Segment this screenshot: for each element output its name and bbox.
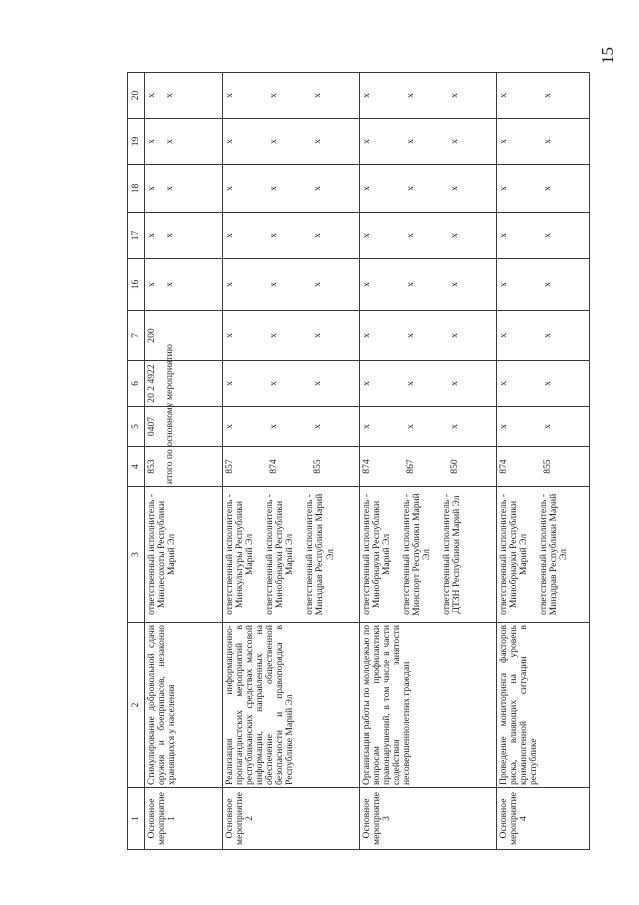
measure-name: Основное мероприятие 1	[145, 788, 223, 850]
value-cell	[145, 119, 223, 165]
executor-text: ответственный исполнитель - Минобрнауки Республики Марий Эл	[498, 494, 530, 615]
code-cell	[497, 447, 590, 487]
cell-value: х	[361, 333, 372, 338]
total-label: итого по основному мероприятию	[164, 344, 175, 484]
header-row	[128, 73, 145, 850]
cell-value: х	[224, 233, 235, 238]
code-value: 855	[542, 459, 553, 474]
cell-value: х	[164, 93, 175, 98]
cell-value: х	[542, 381, 553, 386]
table-row	[223, 73, 360, 850]
cell-value: х	[498, 333, 509, 338]
cell-value: х	[542, 282, 553, 287]
table-row	[145, 73, 223, 850]
executor-text: ответственный исполнитель - Минздрав Республики Марий Эл	[538, 493, 570, 616]
value-cell	[223, 73, 360, 119]
executor-cell	[497, 487, 590, 623]
value-cell	[223, 407, 360, 447]
cell-value: х	[361, 381, 372, 386]
cell-value: х	[312, 381, 323, 386]
cell-value: х	[146, 282, 157, 287]
value-cell	[497, 311, 590, 361]
value-cell	[497, 165, 590, 213]
cell-value: х	[312, 93, 323, 98]
cell-value: х	[224, 424, 235, 429]
cell-value: х	[449, 93, 460, 98]
measure-name: Основное мероприятие 2	[223, 788, 360, 850]
col-header: 4	[128, 447, 145, 487]
code-value: 850	[449, 459, 460, 474]
code-value: 867	[405, 459, 416, 474]
col-header: 17	[128, 213, 145, 259]
cell-value: х	[268, 233, 279, 238]
cell-value: х	[498, 381, 509, 386]
cell-value: х	[146, 186, 157, 191]
cell-value: х	[224, 333, 235, 338]
cell-value: х	[405, 381, 416, 386]
cell-value: х	[498, 186, 509, 191]
executor-text: ответственный исполнитель - Минлесохоты Республики Марий Эл	[146, 494, 178, 615]
measure-description: Стимулирование добровольной сдачи оружия и боеприпасов, незаконно хранящихся у населения	[145, 623, 223, 788]
executor-text: ответственный исполнитель - Минспорт Республики Марий Эл	[401, 493, 433, 616]
value-cell	[497, 407, 590, 447]
page-number: 15	[598, 47, 617, 64]
col-header: 3	[128, 487, 145, 623]
value-cell	[223, 119, 360, 165]
table-row	[497, 73, 590, 850]
cell-value: х	[405, 186, 416, 191]
code-cell	[223, 447, 360, 487]
value-cell	[145, 165, 223, 213]
cell-value: х	[542, 333, 553, 338]
value-cell	[145, 311, 223, 361]
value-cell	[223, 165, 360, 213]
cell-value: х	[224, 282, 235, 287]
cell-value: х	[498, 282, 509, 287]
col-header: 2	[128, 623, 145, 788]
col-header: 19	[128, 119, 145, 165]
cell-value: х	[268, 424, 279, 429]
cell-value: х	[405, 282, 416, 287]
cell-value: х	[224, 186, 235, 191]
code-value: 874	[361, 459, 372, 474]
value-cell	[223, 361, 360, 407]
cell-value: х	[542, 424, 553, 429]
cell-value: х	[542, 93, 553, 98]
cell-value: 200	[146, 328, 157, 343]
value-cell	[223, 311, 360, 361]
cell-value: 20 2 4922	[146, 364, 157, 403]
value-cell	[497, 73, 590, 119]
cell-value: х	[224, 93, 235, 98]
cell-value: х	[268, 139, 279, 144]
value-cell	[360, 119, 497, 165]
value-cell	[145, 407, 223, 447]
value-cell	[497, 119, 590, 165]
value-cell	[360, 361, 497, 407]
measure-name: Основное мероприятие 4	[497, 788, 590, 850]
cell-value: х	[268, 282, 279, 287]
value-cell	[223, 213, 360, 259]
cell-value: 0407	[146, 416, 157, 437]
cell-value: х	[361, 93, 372, 98]
value-cell	[360, 407, 497, 447]
executor-text: ответственный исполнитель - Минздрав Республики Марий Эл	[304, 493, 336, 616]
cell-value: х	[405, 93, 416, 98]
table-row	[360, 73, 497, 850]
code-value: 855	[312, 459, 323, 474]
cell-value: х	[449, 139, 460, 144]
cell-value: х	[405, 424, 416, 429]
cell-value: х	[449, 233, 460, 238]
executor-cell	[360, 487, 497, 623]
value-cell	[145, 259, 223, 311]
code-value: 874	[268, 459, 279, 474]
code-value: 874	[498, 459, 509, 474]
value-cell	[360, 165, 497, 213]
cell-value: х	[449, 282, 460, 287]
col-header: 18	[128, 165, 145, 213]
col-header: 1	[128, 788, 145, 850]
col-header: 20	[128, 73, 145, 119]
value-cell	[497, 213, 590, 259]
col-header: 16	[128, 259, 145, 311]
measure-description: Реализация информационно-пропагандистских мероприятий в республиканских средствах массовой информации, направленных на обеспечение общественной безопасности и правопорядка в Республике Марий Эл	[223, 623, 360, 788]
executor-cell	[145, 487, 223, 623]
cell-value: х	[498, 139, 509, 144]
code-cell	[360, 447, 497, 487]
cell-value: х	[164, 186, 175, 191]
cell-value: х	[164, 282, 175, 287]
cell-value: х	[449, 186, 460, 191]
cell-value: х	[268, 381, 279, 386]
cell-value: х	[498, 424, 509, 429]
cell-value: х	[164, 233, 175, 238]
code-value: 857	[224, 459, 235, 474]
cell-value: х	[361, 233, 372, 238]
cell-value: х	[405, 233, 416, 238]
value-cell	[360, 259, 497, 311]
value-cell	[497, 259, 590, 311]
value-cell	[360, 213, 497, 259]
cell-value: х	[224, 139, 235, 144]
executor-text: ответственный исполнитель - Минобрнауки Республики Марий Эл	[264, 494, 296, 615]
cell-value: х	[405, 139, 416, 144]
value-cell	[360, 311, 497, 361]
cell-value: х	[224, 381, 235, 386]
cell-value: х	[405, 333, 416, 338]
cell-value: х	[498, 233, 509, 238]
program-table	[127, 72, 590, 850]
cell-value: х	[449, 424, 460, 429]
cell-value: х	[312, 333, 323, 338]
cell-value: х	[361, 282, 372, 287]
col-header: 6	[128, 361, 145, 407]
cell-value: х	[542, 139, 553, 144]
cell-value: х	[268, 93, 279, 98]
cell-value: х	[361, 424, 372, 429]
executor-text: ответственный исполнитель - Минкультуры Республики Марий Эл	[224, 494, 256, 615]
cell-value: х	[449, 381, 460, 386]
value-cell	[145, 361, 223, 407]
value-cell	[360, 73, 497, 119]
measure-description: Организация работы по молодежью по вопросам профилактики правонарушений, в том числе в части содействия занятости несовершеннолетних граждан	[360, 623, 497, 788]
cell-value: х	[449, 333, 460, 338]
measure-name: Основное мероприятие 3	[360, 788, 497, 850]
value-cell	[145, 213, 223, 259]
executor-cell	[223, 487, 360, 623]
cell-value: х	[146, 139, 157, 144]
cell-value: х	[361, 139, 372, 144]
cell-value: х	[542, 233, 553, 238]
cell-value: х	[312, 424, 323, 429]
cell-value: х	[312, 282, 323, 287]
cell-value: х	[312, 233, 323, 238]
value-cell	[497, 361, 590, 407]
measure-description: Проведение мониторинга факторов риска, влияющих на уровень криминогенной ситуации в республике	[497, 623, 590, 788]
cell-value: х	[146, 233, 157, 238]
value-cell	[145, 73, 223, 119]
col-header: 5	[128, 407, 145, 447]
cell-value: х	[268, 333, 279, 338]
col-header: 7	[128, 311, 145, 361]
cell-value: х	[542, 186, 553, 191]
value-cell	[223, 259, 360, 311]
cell-value: х	[312, 186, 323, 191]
cell-value: х	[312, 139, 323, 144]
cell-value: х	[498, 93, 509, 98]
cell-value: х	[268, 186, 279, 191]
cell-value: х	[146, 93, 157, 98]
executor-text: ответственный исполнитель - ДТЗН Республики Марий Эл	[441, 494, 463, 615]
cell-value: х	[361, 186, 372, 191]
executor-text: ответственный исполнитель - Минобрнауки Республики Марий Эл	[361, 494, 393, 615]
rotated-table-sheet	[127, 73, 570, 850]
cell-value: х	[164, 139, 175, 144]
code-value: 853	[146, 459, 157, 474]
